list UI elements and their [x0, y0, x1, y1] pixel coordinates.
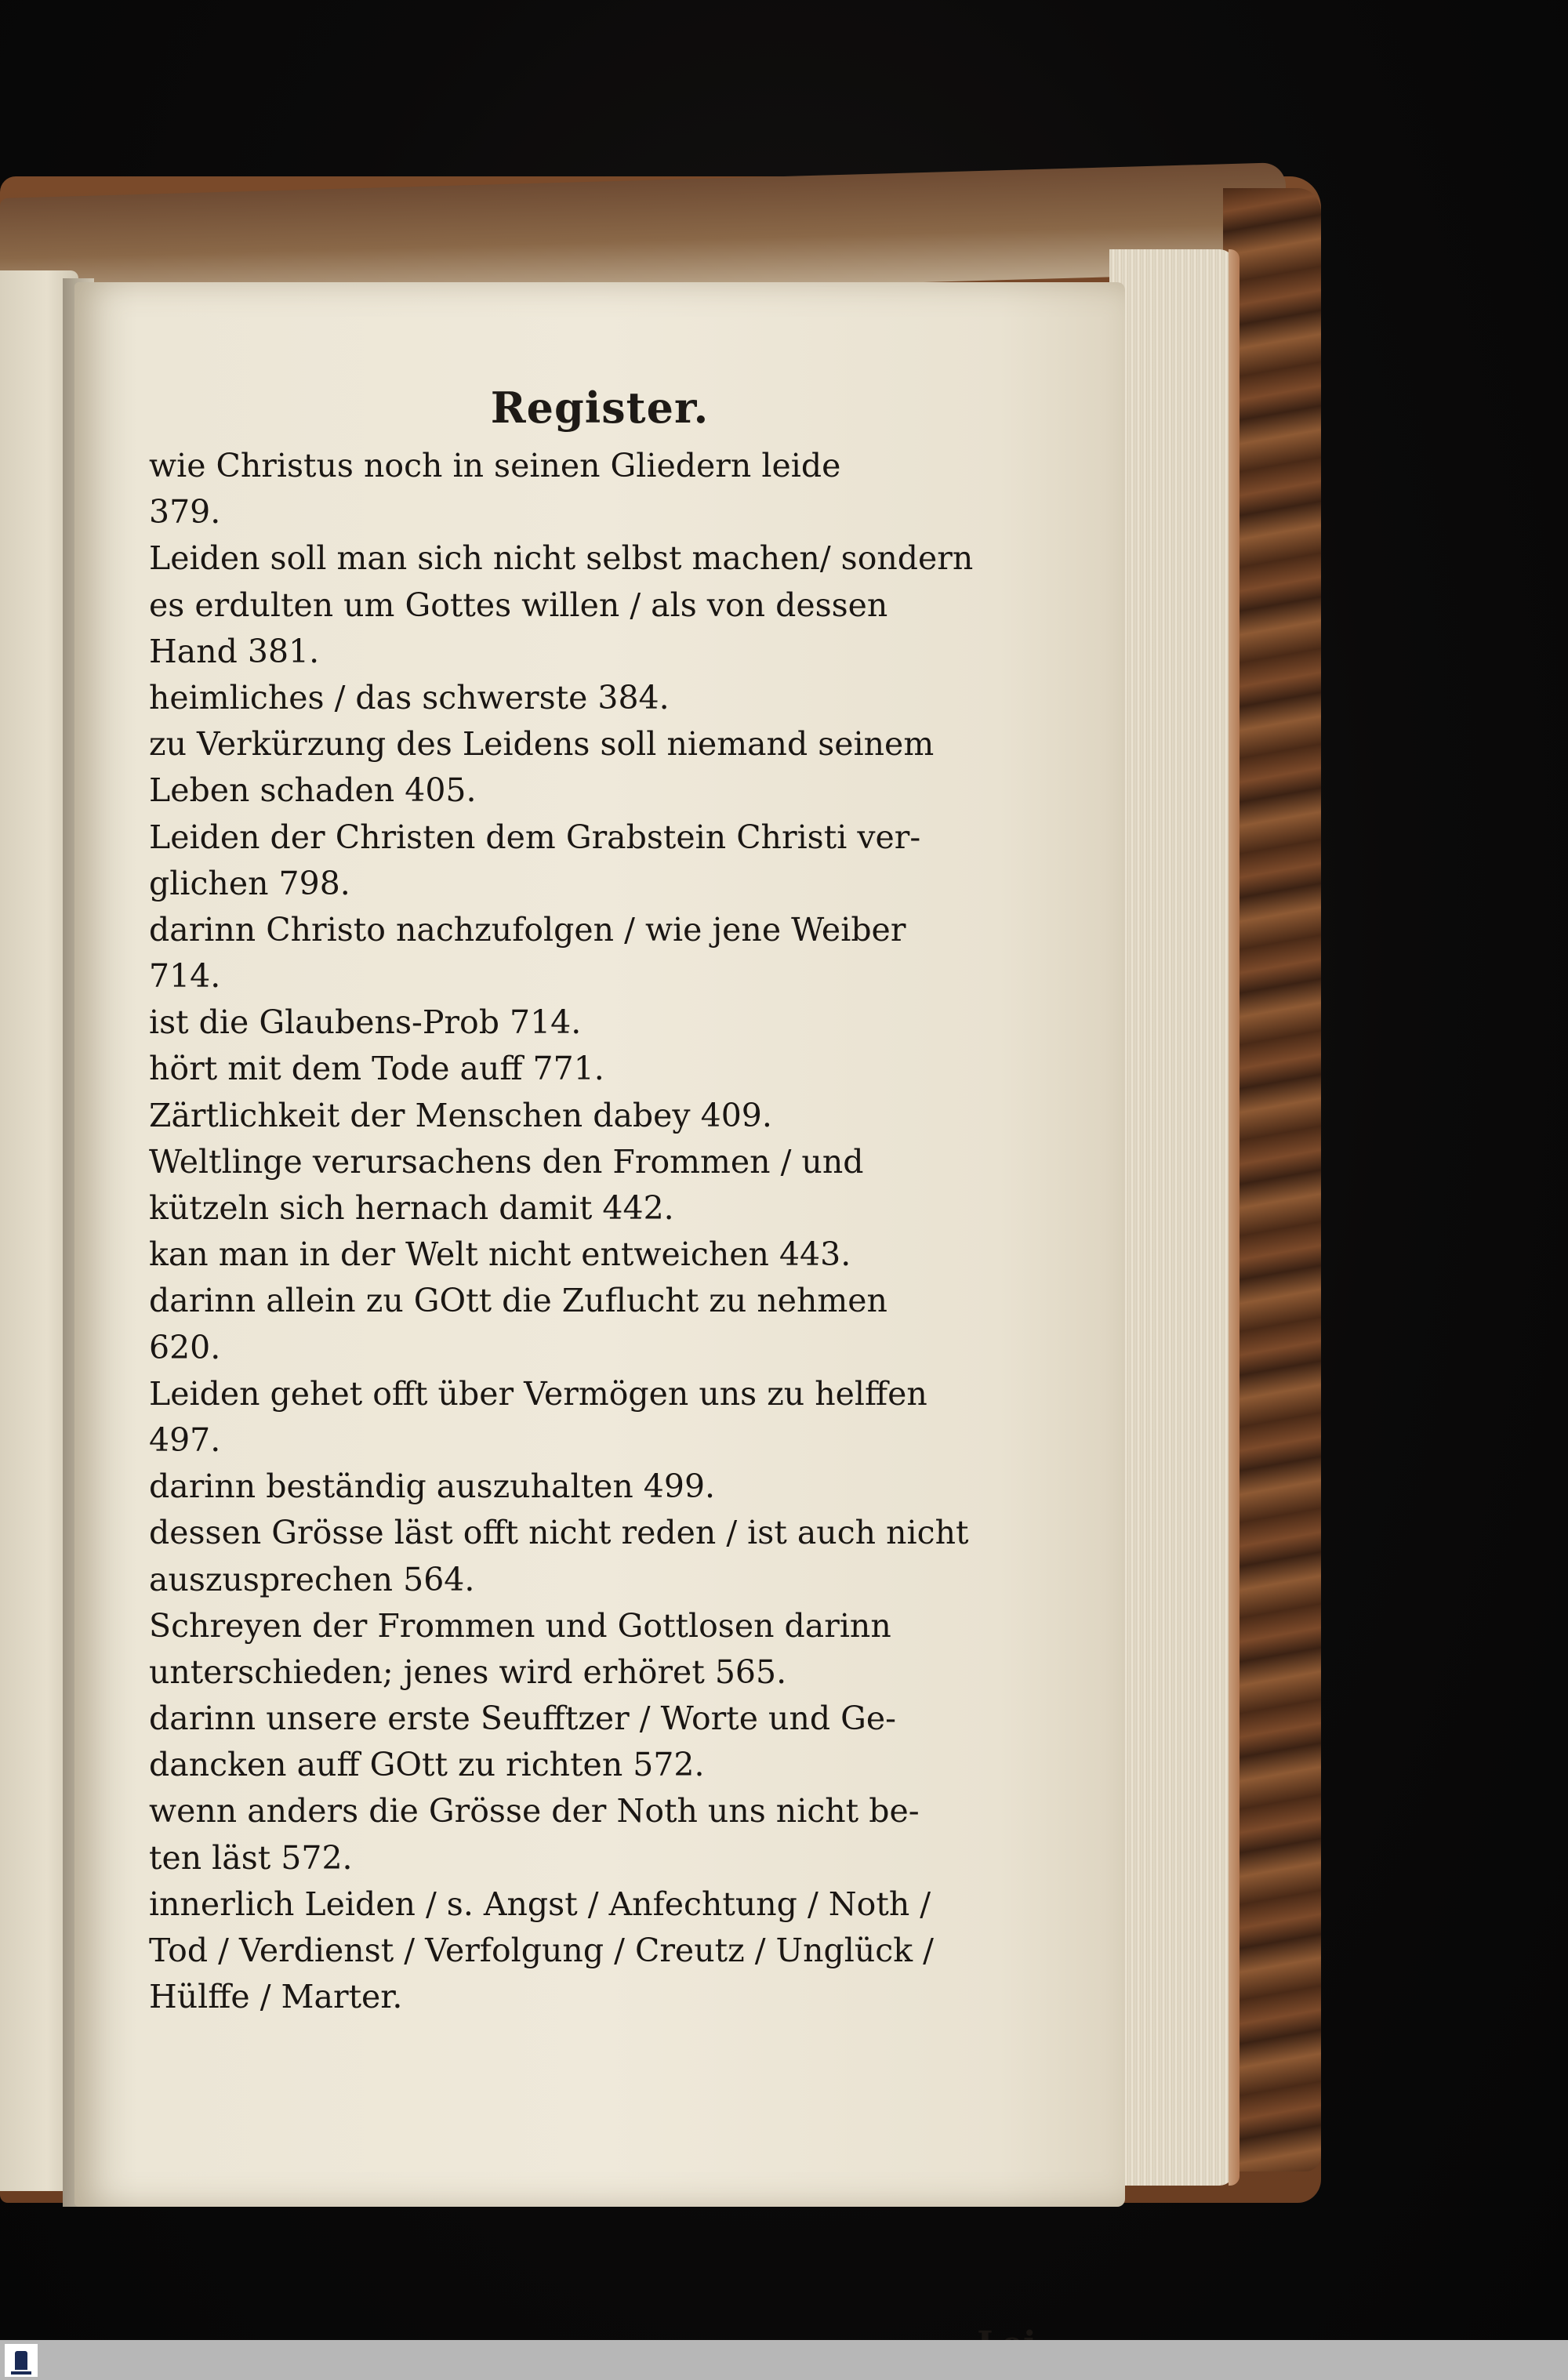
text-line: darinn unsere erste Seufftzer / Worte und Ge-	[149, 1700, 897, 1738]
text-line: Leiden der Christen dem Grabstein Christi ver-	[149, 818, 921, 856]
text-line: Zärtlichkeit der Menschen dabey 409.	[149, 1096, 772, 1134]
text-line: darinn Christo nachzufolgen / wie jene Weiber	[149, 910, 906, 949]
text-line: 714.	[149, 957, 221, 996]
text-line: Leben schaden 405.	[149, 771, 477, 810]
text-line: hört mit dem Tode auff 771.	[149, 1050, 604, 1088]
text-line: ist die Glaubens-Prob 714.	[149, 1003, 582, 1042]
text-line: unterschieden; jenes wird erhöret 565.	[149, 1653, 787, 1691]
text-line: Schreyen der Frommen und Gottlosen darinn	[149, 1606, 891, 1645]
text-line: 497.	[149, 1420, 221, 1459]
index-entries	[149, 443, 996, 2020]
text-line: Hülffe / Marter.	[149, 1978, 403, 2016]
logo-mark	[15, 2351, 27, 2370]
text-line: innerlich Leiden / s. Angst / Anfechtung / Noth /	[149, 1885, 931, 1923]
text-line: wie Christus noch in seinen Gliedern leide	[149, 447, 841, 484]
text-line: zu Verkürzung des Leidens soll niemand seinem	[149, 725, 935, 764]
text-line: 620.	[149, 1328, 221, 1366]
text-line: Weltlinge verursachens den Frommen / und	[149, 1142, 864, 1181]
text-line: ten läst 572.	[149, 1838, 353, 1877]
page-block-edges	[1109, 249, 1235, 2186]
text-line: dancken auff GOtt zu richten 572.	[149, 1746, 705, 1784]
text-line: 379.	[149, 493, 221, 532]
text-line: Hand 381.	[149, 632, 320, 670]
text-line: es erdulten um Gottes willen / als von dessen	[149, 586, 888, 624]
text-line: glichen 798.	[149, 864, 350, 902]
text-line: Leiden soll man sich nicht selbst machen/ sondern	[149, 539, 974, 578]
text-line: wenn anders die Grösse der Noth uns nicht be-	[149, 1792, 920, 1830]
text-line: darinn beständig auszuhalten 499.	[149, 1468, 716, 1506]
library-logo-icon	[5, 2344, 38, 2377]
text-line: dessen Grösse läst offt nicht reden / ist auch nicht	[149, 1514, 969, 1552]
running-header: Register.	[490, 383, 710, 433]
scanner-footer-bar	[0, 2340, 1568, 2380]
text-line: Leiden gehet offt über Vermögen uns zu helffen	[149, 1374, 927, 1413]
text-line: auszusprechen 564.	[149, 1560, 475, 1598]
text-line: kan man in der Welt nicht entweichen 443.	[149, 1235, 851, 1274]
text-line: heimliches / das schwerste 384.	[149, 678, 670, 717]
text-line: Tod / Verdienst / Verfolgung / Creutz / Unglück /	[149, 1932, 934, 1969]
text-line: darinn allein zu GOtt die Zuflucht zu nehmen	[149, 1282, 887, 1320]
text-line: kützeln sich hernach damit 442.	[149, 1189, 674, 1227]
